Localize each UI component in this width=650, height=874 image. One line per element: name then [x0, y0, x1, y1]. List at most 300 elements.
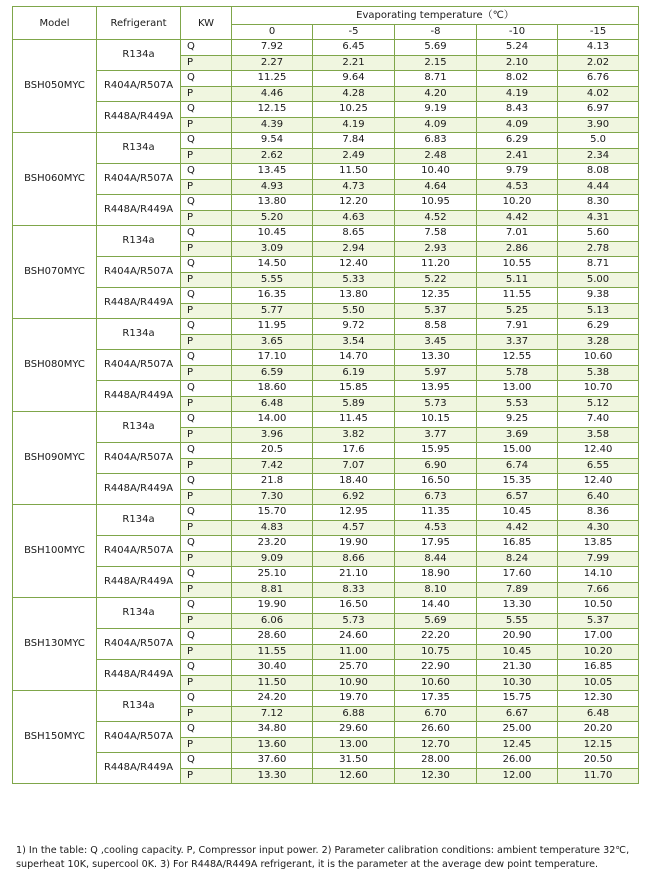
value-cell: 6.48: [558, 706, 639, 722]
table-row: [13, 195, 639, 211]
kw-cell: Q: [181, 629, 232, 645]
value-cell: 8.71: [395, 71, 477, 87]
value-cell: 24.60: [313, 629, 395, 645]
value-cell: 5.22: [395, 272, 477, 288]
refrigerant-cell: R134a: [97, 691, 181, 722]
value-cell: 7.30: [232, 489, 313, 505]
value-cell: 14.50: [232, 257, 313, 273]
kw-cell: Q: [181, 598, 232, 614]
value-cell: 23.20: [232, 536, 313, 552]
table-row: [13, 598, 639, 614]
value-cell: 3.96: [232, 427, 313, 443]
value-cell: 9.38: [558, 288, 639, 304]
value-cell: 3.69: [477, 427, 558, 443]
value-cell: 11.45: [313, 412, 395, 428]
kw-cell: Q: [181, 536, 232, 552]
value-cell: 7.84: [313, 133, 395, 149]
value-cell: 4.53: [395, 520, 477, 536]
value-cell: 12.95: [313, 505, 395, 521]
kw-cell: Q: [181, 164, 232, 180]
refrigerant-cell: R448A/R449A: [97, 753, 181, 784]
value-cell: 3.58: [558, 427, 639, 443]
refrigerant-cell: R448A/R449A: [97, 567, 181, 598]
value-cell: 3.65: [232, 334, 313, 350]
table-row: [13, 629, 639, 645]
value-cell: 4.30: [558, 520, 639, 536]
value-cell: 16.85: [558, 660, 639, 676]
refrigerant-cell: R404A/R507A: [97, 722, 181, 753]
value-cell: 3.37: [477, 334, 558, 350]
kw-cell: P: [181, 334, 232, 350]
kw-cell: P: [181, 210, 232, 226]
value-cell: 6.59: [232, 365, 313, 381]
value-cell: 13.45: [232, 164, 313, 180]
refrigerant-cell: R404A/R507A: [97, 629, 181, 660]
kw-cell: Q: [181, 40, 232, 56]
table-row: [13, 691, 639, 707]
value-cell: 11.35: [395, 505, 477, 521]
value-cell: 5.37: [558, 613, 639, 629]
value-cell: 5.55: [232, 272, 313, 288]
table-row: [13, 350, 639, 366]
kw-cell: Q: [181, 474, 232, 490]
value-cell: 10.20: [558, 644, 639, 660]
value-cell: 2.62: [232, 148, 313, 164]
kw-cell: P: [181, 644, 232, 660]
value-cell: 2.21: [313, 55, 395, 71]
value-cell: 4.20: [395, 86, 477, 102]
value-cell: 18.90: [395, 567, 477, 583]
kw-cell: P: [181, 148, 232, 164]
value-cell: 5.89: [313, 396, 395, 412]
value-cell: 4.46: [232, 86, 313, 102]
value-cell: 10.55: [477, 257, 558, 273]
value-cell: 6.70: [395, 706, 477, 722]
kw-cell: P: [181, 117, 232, 133]
value-cell: 3.82: [313, 427, 395, 443]
value-cell: 3.45: [395, 334, 477, 350]
value-cell: 11.70: [558, 768, 639, 784]
value-cell: 10.20: [477, 195, 558, 211]
value-cell: 5.13: [558, 303, 639, 319]
value-cell: 21.30: [477, 660, 558, 676]
refrigerant-cell: R134a: [97, 412, 181, 443]
kw-cell: P: [181, 737, 232, 753]
value-cell: 14.00: [232, 412, 313, 428]
table-row: [13, 40, 639, 56]
value-cell: 11.50: [232, 675, 313, 691]
header-temp: -10: [477, 25, 558, 40]
value-cell: 26.60: [395, 722, 477, 738]
value-cell: 6.97: [558, 102, 639, 118]
value-cell: 8.30: [558, 195, 639, 211]
table-row: [13, 567, 639, 583]
kw-cell: P: [181, 396, 232, 412]
value-cell: 8.81: [232, 582, 313, 598]
table-row: [13, 257, 639, 273]
table-row: [13, 226, 639, 242]
value-cell: 7.99: [558, 551, 639, 567]
value-cell: 8.02: [477, 71, 558, 87]
kw-cell: P: [181, 55, 232, 71]
value-cell: 10.90: [313, 675, 395, 691]
value-cell: 9.09: [232, 551, 313, 567]
value-cell: 10.40: [395, 164, 477, 180]
value-cell: 6.83: [395, 133, 477, 149]
value-cell: 17.60: [477, 567, 558, 583]
value-cell: 4.28: [313, 86, 395, 102]
table-row: [13, 660, 639, 676]
kw-cell: Q: [181, 443, 232, 459]
refrigerant-cell: R134a: [97, 133, 181, 164]
value-cell: 5.50: [313, 303, 395, 319]
value-cell: 12.30: [395, 768, 477, 784]
header-model: Model: [13, 7, 97, 40]
value-cell: 5.60: [558, 226, 639, 242]
header-temp: 0: [232, 25, 313, 40]
header-temp: -5: [313, 25, 395, 40]
value-cell: 5.53: [477, 396, 558, 412]
value-cell: 25.10: [232, 567, 313, 583]
kw-cell: Q: [181, 381, 232, 397]
value-cell: 2.41: [477, 148, 558, 164]
value-cell: 5.37: [395, 303, 477, 319]
refrigerant-cell: R448A/R449A: [97, 474, 181, 505]
value-cell: 6.29: [477, 133, 558, 149]
value-cell: 12.35: [395, 288, 477, 304]
value-cell: 3.28: [558, 334, 639, 350]
refrigerant-cell: R404A/R507A: [97, 443, 181, 474]
value-cell: 5.55: [477, 613, 558, 629]
refrigerant-cell: R404A/R507A: [97, 257, 181, 288]
value-cell: 4.52: [395, 210, 477, 226]
value-cell: 9.19: [395, 102, 477, 118]
value-cell: 2.94: [313, 241, 395, 257]
value-cell: 30.40: [232, 660, 313, 676]
performance-table: [12, 6, 639, 784]
value-cell: 8.43: [477, 102, 558, 118]
table-row: [13, 412, 639, 428]
value-cell: 4.13: [558, 40, 639, 56]
value-cell: 8.44: [395, 551, 477, 567]
value-cell: 26.00: [477, 753, 558, 769]
header-temp: -8: [395, 25, 477, 40]
kw-cell: P: [181, 241, 232, 257]
kw-cell: P: [181, 365, 232, 381]
refrigerant-cell: R448A/R449A: [97, 660, 181, 691]
model-cell: BSH070MYC: [13, 226, 97, 319]
value-cell: 10.45: [232, 226, 313, 242]
value-cell: 7.92: [232, 40, 313, 56]
value-cell: 15.70: [232, 505, 313, 521]
value-cell: 5.24: [477, 40, 558, 56]
value-cell: 3.77: [395, 427, 477, 443]
value-cell: 4.57: [313, 520, 395, 536]
value-cell: 3.09: [232, 241, 313, 257]
value-cell: 14.70: [313, 350, 395, 366]
kw-cell: P: [181, 582, 232, 598]
value-cell: 4.44: [558, 179, 639, 195]
value-cell: 8.71: [558, 257, 639, 273]
value-cell: 19.70: [313, 691, 395, 707]
value-cell: 6.67: [477, 706, 558, 722]
value-cell: 21.8: [232, 474, 313, 490]
value-cell: 4.09: [395, 117, 477, 133]
value-cell: 5.73: [395, 396, 477, 412]
value-cell: 12.60: [313, 768, 395, 784]
value-cell: 13.60: [232, 737, 313, 753]
value-cell: 2.15: [395, 55, 477, 71]
value-cell: 20.90: [477, 629, 558, 645]
model-cell: BSH060MYC: [13, 133, 97, 226]
value-cell: 7.07: [313, 458, 395, 474]
value-cell: 12.40: [558, 474, 639, 490]
model-cell: BSH050MYC: [13, 40, 97, 133]
kw-cell: Q: [181, 195, 232, 211]
value-cell: 10.25: [313, 102, 395, 118]
value-cell: 2.49: [313, 148, 395, 164]
table-row: [13, 133, 639, 149]
value-cell: 13.30: [232, 768, 313, 784]
value-cell: 4.64: [395, 179, 477, 195]
value-cell: 4.53: [477, 179, 558, 195]
kw-cell: P: [181, 551, 232, 567]
kw-cell: P: [181, 520, 232, 536]
value-cell: 28.00: [395, 753, 477, 769]
refrigerant-cell: R448A/R449A: [97, 195, 181, 226]
kw-cell: Q: [181, 319, 232, 335]
refrigerant-cell: R448A/R449A: [97, 288, 181, 319]
value-cell: 4.42: [477, 210, 558, 226]
value-cell: 10.05: [558, 675, 639, 691]
value-cell: 20.50: [558, 753, 639, 769]
value-cell: 25.70: [313, 660, 395, 676]
value-cell: 13.00: [477, 381, 558, 397]
kw-cell: Q: [181, 71, 232, 87]
table-row: [13, 722, 639, 738]
value-cell: 2.27: [232, 55, 313, 71]
refrigerant-cell: R134a: [97, 505, 181, 536]
value-cell: 4.02: [558, 86, 639, 102]
value-cell: 16.85: [477, 536, 558, 552]
value-cell: 4.73: [313, 179, 395, 195]
table-row: [13, 536, 639, 552]
refrigerant-cell: R404A/R507A: [97, 71, 181, 102]
value-cell: 10.30: [477, 675, 558, 691]
header-temp: -15: [558, 25, 639, 40]
value-cell: 19.90: [313, 536, 395, 552]
value-cell: 9.79: [477, 164, 558, 180]
value-cell: 10.95: [395, 195, 477, 211]
value-cell: 18.60: [232, 381, 313, 397]
footnote-line: 1) In the table: Q ,cooling capacity. P, Compressor input power. 2) Parameter calibration conditions: ambient temperature 32℃,: [16, 845, 630, 856]
value-cell: 10.60: [558, 350, 639, 366]
table-row: [13, 102, 639, 118]
refrigerant-cell: R134a: [97, 319, 181, 350]
refrigerant-cell: R134a: [97, 40, 181, 71]
value-cell: 5.69: [395, 613, 477, 629]
kw-cell: P: [181, 706, 232, 722]
model-cell: BSH080MYC: [13, 319, 97, 412]
value-cell: 6.55: [558, 458, 639, 474]
kw-cell: Q: [181, 412, 232, 428]
value-cell: 8.08: [558, 164, 639, 180]
value-cell: 9.25: [477, 412, 558, 428]
value-cell: 9.72: [313, 319, 395, 335]
value-cell: 19.90: [232, 598, 313, 614]
value-cell: 6.57: [477, 489, 558, 505]
value-cell: 3.54: [313, 334, 395, 350]
value-cell: 12.40: [313, 257, 395, 273]
value-cell: 5.77: [232, 303, 313, 319]
value-cell: 7.12: [232, 706, 313, 722]
table-row: [13, 288, 639, 304]
value-cell: 12.15: [558, 737, 639, 753]
value-cell: 4.19: [313, 117, 395, 133]
value-cell: 15.00: [477, 443, 558, 459]
value-cell: 13.00: [313, 737, 395, 753]
refrigerant-cell: R404A/R507A: [97, 536, 181, 567]
value-cell: 11.95: [232, 319, 313, 335]
value-cell: 2.48: [395, 148, 477, 164]
value-cell: 22.20: [395, 629, 477, 645]
value-cell: 10.45: [477, 644, 558, 660]
table-row: [13, 71, 639, 87]
performance-table-wrapper: [12, 6, 638, 784]
table-row: [13, 443, 639, 459]
value-cell: 20.20: [558, 722, 639, 738]
value-cell: 8.66: [313, 551, 395, 567]
value-cell: 16.50: [313, 598, 395, 614]
kw-cell: P: [181, 86, 232, 102]
kw-cell: P: [181, 427, 232, 443]
value-cell: 5.00: [558, 272, 639, 288]
value-cell: 7.42: [232, 458, 313, 474]
kw-cell: P: [181, 272, 232, 288]
kw-cell: Q: [181, 133, 232, 149]
value-cell: 18.40: [313, 474, 395, 490]
value-cell: 8.36: [558, 505, 639, 521]
kw-cell: P: [181, 613, 232, 629]
value-cell: 8.58: [395, 319, 477, 335]
kw-cell: P: [181, 458, 232, 474]
table-row: [13, 164, 639, 180]
value-cell: 4.09: [477, 117, 558, 133]
value-cell: 8.24: [477, 551, 558, 567]
value-cell: 10.45: [477, 505, 558, 521]
refrigerant-cell: R448A/R449A: [97, 381, 181, 412]
value-cell: 10.50: [558, 598, 639, 614]
header-evaporating-temperature: Evaporating temperature（℃）: [232, 7, 639, 25]
value-cell: 5.78: [477, 365, 558, 381]
footnotes: [16, 844, 642, 872]
refrigerant-cell: R404A/R507A: [97, 164, 181, 195]
value-cell: 11.00: [313, 644, 395, 660]
value-cell: 12.70: [395, 737, 477, 753]
value-cell: 10.75: [395, 644, 477, 660]
value-cell: 12.00: [477, 768, 558, 784]
value-cell: 2.34: [558, 148, 639, 164]
kw-cell: Q: [181, 691, 232, 707]
value-cell: 15.95: [395, 443, 477, 459]
value-cell: 5.97: [395, 365, 477, 381]
value-cell: 12.55: [477, 350, 558, 366]
value-cell: 16.35: [232, 288, 313, 304]
footnote-line: superheat 10K, supercool 0K. 3) For R448A/R449A refrigerant, it is the parameter at the average dew point temperature.: [16, 859, 599, 870]
value-cell: 12.30: [558, 691, 639, 707]
kw-cell: Q: [181, 567, 232, 583]
kw-cell: P: [181, 303, 232, 319]
value-cell: 6.76: [558, 71, 639, 87]
value-cell: 6.90: [395, 458, 477, 474]
value-cell: 8.65: [313, 226, 395, 242]
value-cell: 29.60: [313, 722, 395, 738]
value-cell: 11.50: [313, 164, 395, 180]
value-cell: 9.54: [232, 133, 313, 149]
refrigerant-cell: R134a: [97, 226, 181, 257]
value-cell: 21.10: [313, 567, 395, 583]
kw-cell: Q: [181, 226, 232, 242]
value-cell: 2.02: [558, 55, 639, 71]
kw-cell: Q: [181, 722, 232, 738]
value-cell: 13.95: [395, 381, 477, 397]
value-cell: 15.35: [477, 474, 558, 490]
value-cell: 10.15: [395, 412, 477, 428]
value-cell: 6.73: [395, 489, 477, 505]
value-cell: 25.00: [477, 722, 558, 738]
value-cell: 12.20: [313, 195, 395, 211]
value-cell: 11.20: [395, 257, 477, 273]
value-cell: 17.10: [232, 350, 313, 366]
value-cell: 4.39: [232, 117, 313, 133]
value-cell: 15.75: [477, 691, 558, 707]
value-cell: 5.12: [558, 396, 639, 412]
value-cell: 9.64: [313, 71, 395, 87]
value-cell: 28.60: [232, 629, 313, 645]
value-cell: 10.60: [395, 675, 477, 691]
model-cell: BSH130MYC: [13, 598, 97, 691]
value-cell: 7.66: [558, 582, 639, 598]
value-cell: 4.63: [313, 210, 395, 226]
value-cell: 12.15: [232, 102, 313, 118]
value-cell: 8.33: [313, 582, 395, 598]
table-row: [13, 505, 639, 521]
value-cell: 12.40: [558, 443, 639, 459]
table-row: [13, 753, 639, 769]
value-cell: 17.95: [395, 536, 477, 552]
value-cell: 5.0: [558, 133, 639, 149]
value-cell: 13.80: [313, 288, 395, 304]
kw-cell: P: [181, 489, 232, 505]
value-cell: 7.89: [477, 582, 558, 598]
table-row: [13, 381, 639, 397]
value-cell: 6.45: [313, 40, 395, 56]
table-row: [13, 319, 639, 335]
value-cell: 20.5: [232, 443, 313, 459]
value-cell: 6.92: [313, 489, 395, 505]
value-cell: 12.45: [477, 737, 558, 753]
value-cell: 6.29: [558, 319, 639, 335]
kw-cell: Q: [181, 102, 232, 118]
value-cell: 4.83: [232, 520, 313, 536]
value-cell: 5.38: [558, 365, 639, 381]
value-cell: 2.93: [395, 241, 477, 257]
value-cell: 11.25: [232, 71, 313, 87]
value-cell: 17.00: [558, 629, 639, 645]
value-cell: 10.70: [558, 381, 639, 397]
value-cell: 14.40: [395, 598, 477, 614]
kw-cell: P: [181, 675, 232, 691]
